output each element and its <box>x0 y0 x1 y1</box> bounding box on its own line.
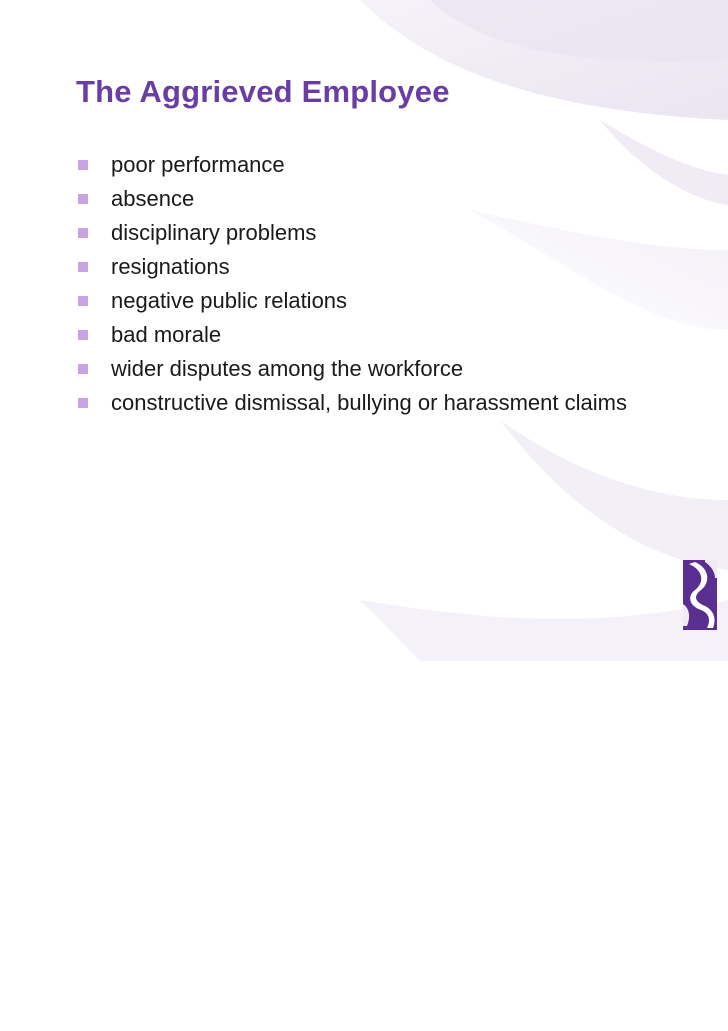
list-item <box>76 386 627 420</box>
square-bullet-icon <box>78 228 88 238</box>
list-item-text: negative public relations <box>111 288 348 313</box>
square-bullet-icon <box>78 364 88 374</box>
list-item-text: constructive dismissal, bullying or harassment claims <box>111 390 627 415</box>
square-bullet-icon <box>78 262 88 272</box>
square-bullet-icon <box>78 398 88 408</box>
square-bullet-icon <box>78 330 88 340</box>
list-item <box>76 182 627 216</box>
list-item <box>76 250 627 284</box>
list-item <box>76 352 627 386</box>
list-item-text: wider disputes among the workforce <box>111 356 464 381</box>
square-bullet-icon <box>78 194 88 204</box>
list-item-text: resignations <box>111 254 230 279</box>
list-item <box>76 148 627 182</box>
list-item-text: poor performance <box>111 152 285 177</box>
square-bullet-icon <box>78 296 88 306</box>
brand-logo-icon <box>683 560 717 630</box>
list-item-text: bad morale <box>111 322 222 347</box>
list-item-text: disciplinary problems <box>111 220 317 245</box>
list-item <box>76 318 627 352</box>
slide-title: The Aggrieved Employee <box>76 74 450 109</box>
bullet-list <box>76 148 627 420</box>
list-item-text: absence <box>111 186 195 211</box>
list-item <box>76 216 627 250</box>
list-item <box>76 284 627 318</box>
square-bullet-icon <box>78 160 88 170</box>
